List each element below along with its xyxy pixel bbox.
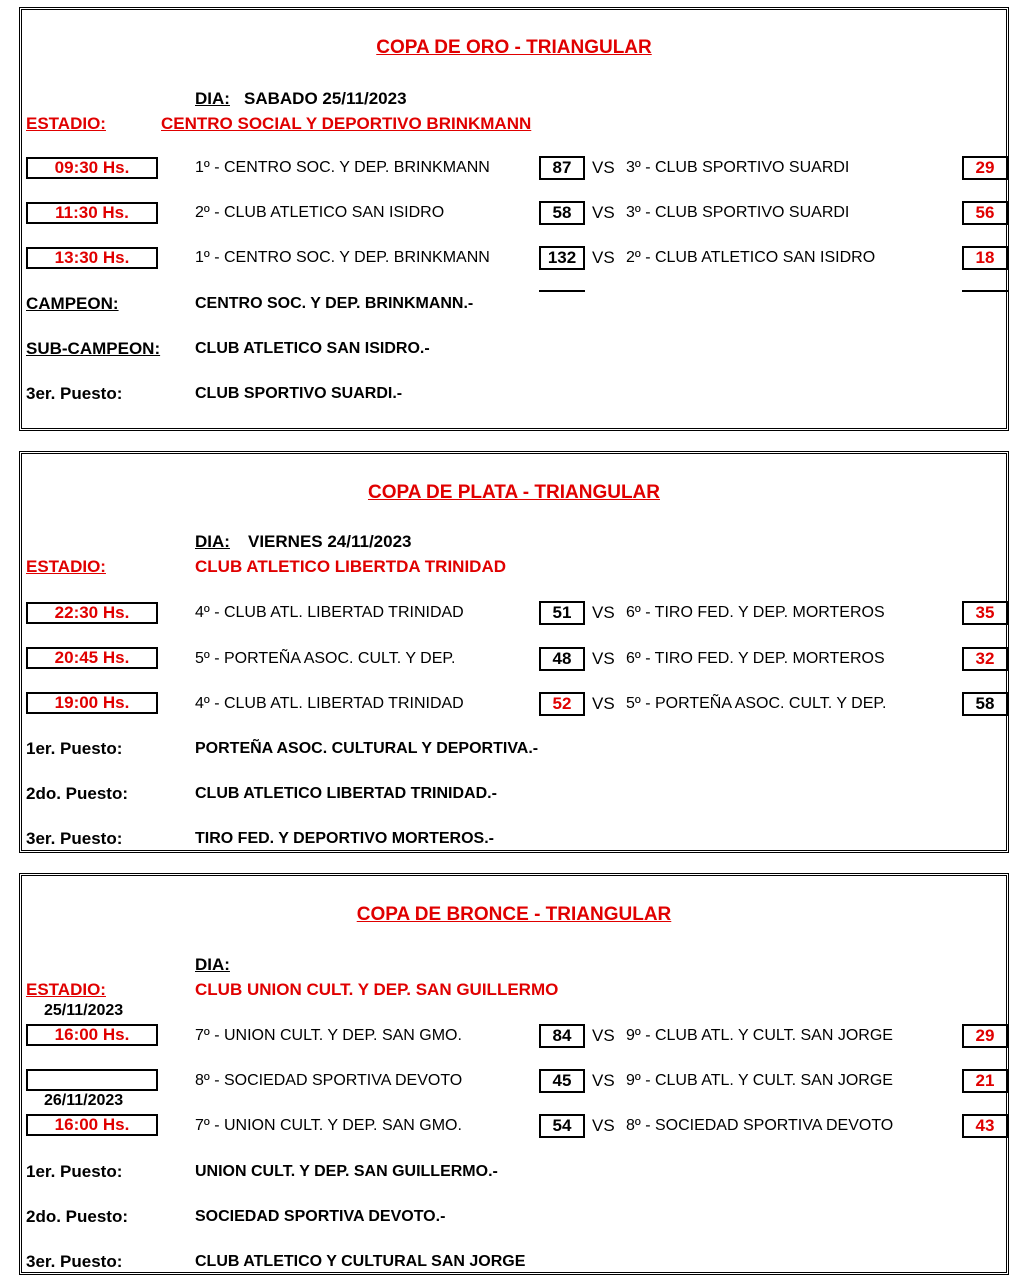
estadio-value: CENTRO SOCIAL Y DEPORTIVO BRINKMANN [161, 114, 532, 133]
away-team: 8º - SOCIEDAD SPORTIVA DEVOTO [626, 1117, 894, 1134]
copa-oro-panel [19, 7, 1009, 431]
match-time: 16:00 Hs. [26, 1114, 158, 1136]
result-label: 3er. Puesto: [26, 829, 123, 848]
vs-label: VS [592, 203, 615, 222]
away-team: 5º - PORTEÑA ASOC. CULT. Y DEP. [626, 695, 887, 712]
result-value: CLUB ATLETICO SAN ISIDRO.- [195, 340, 430, 357]
home-score: 45 [539, 1069, 585, 1093]
match-time [26, 1069, 158, 1091]
home-score: 52 [539, 692, 585, 716]
result-value: PORTEÑA ASOC. CULTURAL Y DEPORTIVA.- [195, 740, 539, 757]
home-team: 2º - CLUB ATLETICO SAN ISIDRO [195, 204, 445, 221]
match-time: 09:30 Hs. [26, 157, 158, 179]
vs-label: VS [592, 1026, 615, 1045]
home-team: 1º - CENTRO SOC. Y DEP. BRINKMANN [195, 249, 490, 266]
match-time: 19:00 Hs. [26, 692, 158, 714]
copa-plata-title: COPA DE PLATA - TRIANGULAR [367, 482, 660, 503]
dia-value: SABADO 25/11/2023 [244, 89, 407, 108]
vs-label: VS [592, 1071, 615, 1090]
away-score: 21 [962, 1069, 1008, 1093]
home-team: 7º - UNION CULT. Y DEP. SAN GMO. [195, 1027, 462, 1044]
estadio-value: CLUB ATLETICO LIBERTDA TRINIDAD [195, 557, 507, 576]
result-label: 1er. Puesto: [26, 739, 123, 758]
dia-label: DIA: [195, 532, 230, 551]
score-underline [962, 290, 1008, 292]
home-score: 132 [539, 246, 585, 270]
home-score: 84 [539, 1024, 585, 1048]
result-value: TIRO FED. Y DEPORTIVO MORTEROS.- [195, 830, 494, 847]
copa-bronce-panel [19, 873, 1009, 1275]
result-label: 3er. Puesto: [26, 384, 123, 403]
result-value: CLUB ATLETICO Y CULTURAL SAN JORGE [195, 1253, 526, 1270]
vs-label: VS [592, 248, 615, 267]
copa-bronce-title: COPA DE BRONCE - TRIANGULAR [356, 904, 672, 925]
vs-label: VS [592, 603, 615, 622]
result-value: SOCIEDAD SPORTIVA DEVOTO.- [195, 1208, 446, 1225]
result-label: 1er. Puesto: [26, 1162, 123, 1181]
away-score: 43 [962, 1114, 1008, 1138]
result-value: UNION CULT. Y DEP. SAN GUILLERMO.- [195, 1163, 498, 1180]
vs-label: VS [592, 1116, 615, 1135]
score-underline [539, 290, 585, 292]
home-score: 51 [539, 601, 585, 625]
dia-label: DIA: [195, 89, 230, 108]
home-score: 58 [539, 201, 585, 225]
result-label: 2do. Puesto: [26, 784, 129, 803]
away-team: 9º - CLUB ATL. Y CULT. SAN JORGE [626, 1027, 893, 1044]
result-value: CLUB ATLETICO LIBERTAD TRINIDAD.- [195, 785, 497, 802]
result-value: CLUB SPORTIVO SUARDI.- [195, 385, 403, 402]
home-team: 1º - CENTRO SOC. Y DEP. BRINKMANN [195, 159, 490, 176]
match-time: 16:00 Hs. [26, 1024, 158, 1046]
result-value: CENTRO SOC. Y DEP. BRINKMANN.- [195, 295, 474, 312]
match-time: 22:30 Hs. [26, 602, 158, 624]
away-team: 6º - TIRO FED. Y DEP. MORTEROS [626, 650, 885, 667]
away-score: 18 [962, 246, 1008, 270]
copa-oro-title: COPA DE ORO - TRIANGULAR [376, 37, 652, 58]
match-time: 20:45 Hs. [26, 647, 158, 669]
away-score: 56 [962, 201, 1008, 225]
vs-label: VS [592, 694, 615, 713]
estadio-label: ESTADIO: [26, 557, 106, 576]
away-score: 29 [962, 1024, 1008, 1048]
result-label: 2do. Puesto: [26, 1207, 129, 1226]
home-team: 5º - PORTEÑA ASOC. CULT. Y DEP. [195, 650, 456, 667]
away-team: 3º - CLUB SPORTIVO SUARDI [626, 159, 850, 176]
result-label: CAMPEON: [26, 294, 119, 313]
home-score: 54 [539, 1114, 585, 1138]
dia-label: DIA: [195, 955, 230, 974]
match-time: 13:30 Hs. [26, 247, 158, 269]
home-team: 4º - CLUB ATL. LIBERTAD TRINIDAD [195, 604, 464, 621]
away-score: 35 [962, 601, 1008, 625]
away-score: 58 [962, 692, 1008, 716]
result-label: 3er. Puesto: [26, 1252, 123, 1271]
match-date: 25/11/2023 [44, 1002, 124, 1019]
home-score: 48 [539, 647, 585, 671]
away-team: 6º - TIRO FED. Y DEP. MORTEROS [626, 604, 885, 621]
match-date: 26/11/2023 [44, 1092, 124, 1109]
estadio-value: CLUB UNION CULT. Y DEP. SAN GUILLERMO [195, 980, 559, 999]
estadio-label: ESTADIO: [26, 114, 106, 133]
estadio-label: ESTADIO: [26, 980, 106, 999]
home-team: 8º - SOCIEDAD SPORTIVA DEVOTO [195, 1072, 463, 1089]
away-team: 2º - CLUB ATLETICO SAN ISIDRO [626, 249, 876, 266]
away-team: 3º - CLUB SPORTIVO SUARDI [626, 204, 850, 221]
home-score: 87 [539, 156, 585, 180]
result-label: SUB-CAMPEON: [26, 339, 161, 358]
vs-label: VS [592, 649, 615, 668]
dia-value: VIERNES 24/11/2023 [248, 532, 412, 551]
copa-plata-panel [19, 451, 1009, 853]
home-team: 4º - CLUB ATL. LIBERTAD TRINIDAD [195, 695, 464, 712]
away-score: 32 [962, 647, 1008, 671]
away-score: 29 [962, 156, 1008, 180]
away-team: 9º - CLUB ATL. Y CULT. SAN JORGE [626, 1072, 893, 1089]
vs-label: VS [592, 158, 615, 177]
home-team: 7º - UNION CULT. Y DEP. SAN GMO. [195, 1117, 462, 1134]
match-time: 11:30 Hs. [26, 202, 158, 224]
